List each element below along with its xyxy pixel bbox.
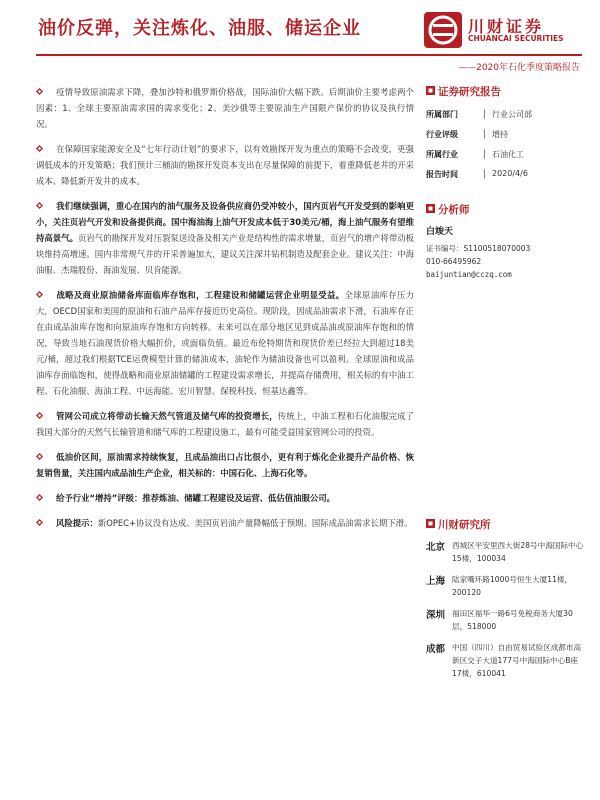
bullet-item (36, 84, 414, 132)
info-row-industry (426, 146, 586, 166)
office-shenzhen (426, 607, 586, 633)
institute-section-title: 川财研究所 (438, 519, 491, 531)
info-separator (484, 149, 485, 159)
office-address: 福田区福华一路6号免税商务大厦30层，518000 (452, 609, 573, 631)
analyst-section (426, 202, 586, 281)
bullet-text: 全球原油库存压力大，OECD国家和美国的原油和石油产品库存接近历史高位。现阶段，因成品油需求下滑，石油库存正在由成品油库存饱和向原油库存饱和方向转移。未来可以在部分地区见到成品油或原油库存饱和的情况，导致当地石油现货价格大幅折价，或面临负值。最近布伦特期货和现货价差已经拉大到超过18美元/桶，超过我们根据TCE运费模型计算的储油成本，油轮作为储油设备也可以盈利。全球原油和成品油库存面临饱和，使得战略和商业原油储罐的工程建设需求增长，并提高存储费用，相关标的有中油工程、石化油服、海油工程、中远海能、宏川智慧、保税科技、恒基达鑫等。 (36, 290, 415, 396)
bullet-item (36, 515, 414, 531)
info-row-date (426, 166, 586, 186)
bullet-item (36, 198, 414, 278)
diamond-bullet-icon (36, 291, 43, 298)
office-shanghai (426, 573, 586, 599)
info-label: 所属部门 (426, 110, 458, 119)
logo-mark-icon (424, 12, 462, 48)
section-square-icon (426, 519, 435, 528)
bullet-text: 疫情导致原油需求下降，叠加沙特和俄罗斯价格战，国际油价大幅下跌。后期油价主要考虑两个因素：1、全球主要原油需求国的需求变化；2、美沙俄等主要原油生产国限产保价的协议及执行情况。 (36, 87, 414, 129)
analyst-name: 白竣天 (426, 227, 454, 237)
bullet-bold-text: 风险提示： (56, 518, 98, 528)
office-city: 深圳 (426, 610, 446, 621)
diamond-bullet-icon (36, 453, 43, 460)
bullet-bold-text: 我们继续强调，重心在国内的油气服务及设备供应商仍受冲较小，国内页岩气开发受到的影响更小，关注页岩气开发和设备提供商。国中海油海上油气开发成本低于30美元/桶，海上油气服务有望维持高景气。 (36, 201, 414, 243)
info-value: 2020/4/6 (492, 169, 528, 178)
company-logo (424, 12, 574, 48)
office-address: 西城区平安里西大街28号中海国际中心15楼，100034 (452, 541, 584, 563)
report-info-sidebar (426, 84, 586, 281)
office-city: 上海 (426, 576, 446, 587)
info-label: 行业评级 (426, 130, 458, 139)
office-beijing (426, 539, 586, 565)
info-value: 石油化工 (492, 150, 524, 159)
bullet-item (36, 490, 414, 506)
office-city: 成都 (426, 644, 446, 655)
bullet-text: 新OPEC+协议没有达成、美国页岩油产量降幅低于预期、国际成品油需求长期下滑。 (97, 518, 413, 528)
office-chengdu (426, 641, 586, 680)
bullet-text: 在保障国家能源安全及“七年行动计划”的要求下，以有效勘探开发为重点的策略不会改变，更强调低成本的开发策略；我们预计三桶油的勘探开发资本支出在尽量保障的前提下，着重降低老井的开采成本、降低新开发井的成本。 (36, 144, 414, 186)
bullet-bold-text: 低油价区间，原油需求持续恢复，且成品油出口占比很小，更有利于炼化企业提升产品价格、恢复销售量，关注国内成品油生产企业，相关标的：中国石化、上海石化等。 (36, 452, 414, 478)
section-square-icon (426, 86, 435, 95)
bullet-bold-text: 给予行业“增持”评级：推荐炼油、储罐工程建设及运营、低估值油服公司。 (56, 493, 336, 503)
diamond-bullet-icon (36, 145, 43, 152)
institute-section-header (426, 517, 586, 531)
logo-chinese-name: 川财证券 (468, 17, 545, 36)
header-divider (36, 54, 582, 56)
analyst-section-header (426, 202, 586, 216)
info-row-department (426, 106, 586, 126)
institute-section (426, 517, 586, 688)
info-row-rating (426, 126, 586, 146)
bullet-bold-text: 管网公司成立将带动长输天然气管道及储气库的投资增长， (56, 411, 278, 421)
analyst-phone: 010-66495962 (426, 257, 482, 266)
bullet-item (36, 141, 414, 189)
report-subtitle: ——2020年石化季度策略报告 (458, 63, 580, 73)
info-label: 所属行业 (426, 150, 458, 159)
info-label: 报告时间 (426, 170, 458, 179)
office-address: 中国（四川）自由贸易试验区成都市高新区交子大道177号中海国际中心B座17楼，610041 (452, 643, 582, 678)
section-square-icon (426, 204, 435, 213)
info-separator (484, 169, 485, 179)
bullet-item (36, 408, 414, 440)
bullet-text: 页岩气的勘探开发对压裂泵送设备及相关产业是结构性的需求增量，页岩气的增产将带动板块维持高增速。国内非常规气井的开采普遍加大，建议关注深井钻机制造及配套企业。建议关注：中海油服、杰瑞股份、海油发展、贝肯能源。 (36, 233, 415, 275)
info-value: 增持 (492, 130, 508, 139)
diamond-bullet-icon (36, 412, 43, 419)
summary-bullets (36, 84, 414, 540)
bullet-text: 传统上，中油工程和石化油服完成了我国大部分的天然气长输管道和储气库的工程建设施工，最有可能受益国家管网公司的投资。 (36, 411, 415, 437)
office-city: 北京 (426, 542, 446, 553)
analyst-section-title: 分析师 (438, 204, 470, 216)
diamond-bullet-icon (36, 202, 43, 209)
info-separator (484, 109, 485, 119)
bullet-item (36, 287, 414, 399)
diamond-bullet-icon (36, 494, 43, 501)
info-value: 行业公司部 (492, 110, 532, 119)
report-section-title: 证券研究报告 (438, 86, 501, 98)
analyst-email[interactable]: baijuntian@cczq.com (426, 270, 512, 279)
diamond-bullet-icon (36, 519, 43, 526)
report-title: 油价反弹，关注炼化、油服、储运企业 (38, 18, 361, 39)
office-address: 陆家嘴环路1000号恒生大厦11楼，200120 (452, 575, 573, 597)
diamond-bullet-icon (36, 88, 43, 95)
logo-english-name: CHUANCAI SECURITIES (468, 34, 564, 43)
report-section-header (426, 84, 586, 98)
bullet-item (36, 449, 414, 481)
bullet-bold-text: 战略及商业原油储备库面临库存饱和，工程建设和储罐运营企业明显受益。 (56, 290, 345, 300)
info-separator (484, 129, 485, 139)
analyst-cert: 证书编号：S1100518070003 (426, 244, 531, 253)
